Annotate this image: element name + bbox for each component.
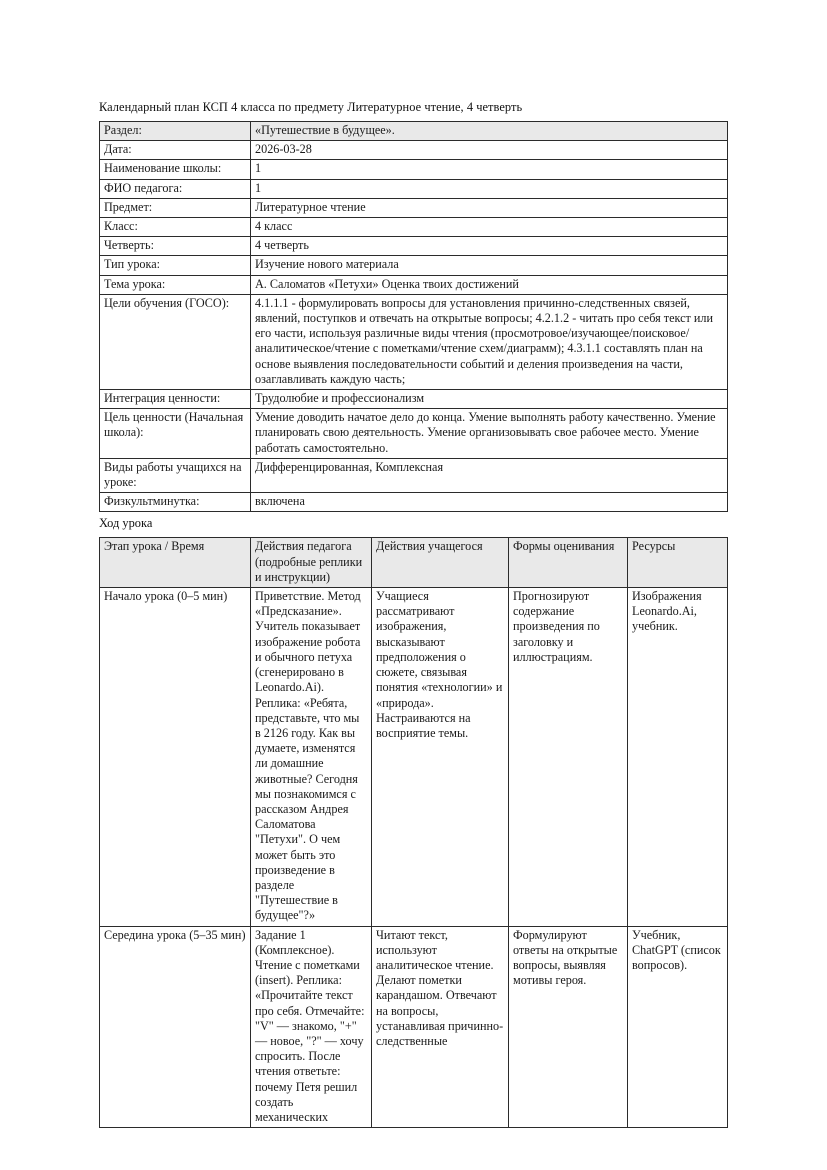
info-label: Наименование школы: xyxy=(100,160,251,179)
table-row xyxy=(100,294,728,389)
info-value: 2026-03-28 xyxy=(251,141,728,160)
info-value: Трудолюбие и профессионализм xyxy=(251,390,728,409)
cell-resources: Изображения Leonardo.Ai, учебник. xyxy=(628,588,728,926)
info-label: Предмет: xyxy=(100,198,251,217)
table-row xyxy=(100,409,728,459)
info-value: включена xyxy=(251,493,728,512)
cell-teacher-actions: Задание 1 (Комплексное). Чтение с пометками (insert). Реплика: «Прочитайте текст про себя. Отмечайте: "V" — знакомо, "+" — новое, "?" — хочу спросить. После чтения ответьте: почему Петя решил создать механических xyxy=(251,926,372,1128)
info-label: Физкультминутка: xyxy=(100,493,251,512)
cell-student-actions: Читают текст, используют аналитическое чтение. Делают пометки карандашом. Отвечают на вопросы, устанавливая причинно-следственные xyxy=(372,926,509,1128)
page-title: Календарный план КСП 4 класса по предмету Литературное чтение, 4 четверть xyxy=(99,100,523,114)
info-value: Умение доводить начатое дело до конца. Умение выполнять работу качественно. Умение планировать свою деятельность. Умение организовывать свое рабочее место. Умение работать самостоятельно. xyxy=(251,409,728,459)
cell-assessment-forms: Формулируют ответы на открытые вопросы, выявляя мотивы героя. xyxy=(509,926,628,1128)
info-label: Цель ценности (Начальная школа): xyxy=(100,409,251,459)
column-header-resources: Ресурсы xyxy=(628,538,728,588)
column-header-assessment-forms: Формы оценивания xyxy=(509,538,628,588)
table-row xyxy=(100,588,728,926)
lesson-flow-heading: Ход урока xyxy=(99,516,153,531)
cell-resources: Учебник, ChatGPT (список вопросов). xyxy=(628,926,728,1128)
table-row xyxy=(100,179,728,198)
info-value: 4 класс xyxy=(251,218,728,237)
lesson-info-table xyxy=(99,121,728,512)
column-header-stage: Этап урока / Время xyxy=(100,538,251,588)
info-label: Цели обучения (ГОСО): xyxy=(100,294,251,389)
info-value: «Путешествие в будущее». xyxy=(251,122,728,141)
info-value: Изучение нового материала xyxy=(251,256,728,275)
cell-stage: Середина урока (5–35 мин) xyxy=(100,926,251,1128)
table-row xyxy=(100,926,728,1128)
lesson-flow-body xyxy=(100,588,728,1128)
table-row xyxy=(100,390,728,409)
table-row xyxy=(100,218,728,237)
table-row xyxy=(100,198,728,217)
table-row xyxy=(100,160,728,179)
info-value: Литературное чтение xyxy=(251,198,728,217)
info-label: Класс: xyxy=(100,218,251,237)
table-row xyxy=(100,141,728,160)
info-value: 1 xyxy=(251,179,728,198)
column-header-teacher-actions: Действия педагога (подробные реплики и инструкции) xyxy=(251,538,372,588)
column-header-student-actions: Действия учащегося xyxy=(372,538,509,588)
table-header-row xyxy=(100,538,728,588)
table-row xyxy=(100,493,728,512)
info-label: ФИО педагога: xyxy=(100,179,251,198)
info-label: Четверть: xyxy=(100,237,251,256)
info-value: Дифференцированная, Комплексная xyxy=(251,458,728,492)
info-label: Виды работы учащихся на уроке: xyxy=(100,458,251,492)
info-label: Тип урока: xyxy=(100,256,251,275)
cell-stage: Начало урока (0–5 мин) xyxy=(100,588,251,926)
table-row xyxy=(100,237,728,256)
lesson-flow-header xyxy=(100,538,728,588)
info-label: Тема урока: xyxy=(100,275,251,294)
table-row xyxy=(100,275,728,294)
cell-student-actions: Учащиеся рассматривают изображения, высказывают предположения о сюжете, связывая понятия «технологии» и «природа». Настраиваются на восприятие темы. xyxy=(372,588,509,926)
info-value: 4.1.1.1 - формулировать вопросы для установления причинно-следственных связей, явлений, поступков и отвечать на открытые вопросы; 4.2.1.2 - читать про себя текст или его части, используя различные виды чтения (просмотровое/изучающее/поисковое/аналитическое/чтение с пометками/чтение схем/диаграмм); 4.3.1.1 составлять план на основе выявления последовательности событий и деления произведения на части, озаглавливать каждую часть; xyxy=(251,294,728,389)
cell-teacher-actions: Приветствие. Метод «Предсказание». Учитель показывает изображение робота и обычного петуха (сгенерировано в Leonardo.Ai). Реплика: «Ребята, представьте, что мы в 2126 году. Как вы думаете, изменятся ли домашние животные? Сегодня мы познакомимся с рассказом Андрея Саломатова "Петухи". О чем может быть это произведение в разделе "Путешествие в будущее"?» xyxy=(251,588,372,926)
lesson-flow-table xyxy=(99,537,728,1128)
lesson-info-body xyxy=(100,122,728,512)
table-row xyxy=(100,122,728,141)
info-value: А. Саломатов «Петухи» Оценка твоих достижений xyxy=(251,275,728,294)
info-value: 1 xyxy=(251,160,728,179)
table-row xyxy=(100,458,728,492)
info-label: Интеграция ценности: xyxy=(100,390,251,409)
info-label: Раздел: xyxy=(100,122,251,141)
cell-assessment-forms: Прогнозируют содержание произведения по заголовку и иллюстрациям. xyxy=(509,588,628,926)
table-row xyxy=(100,256,728,275)
info-label: Дата: xyxy=(100,141,251,160)
info-value: 4 четверть xyxy=(251,237,728,256)
